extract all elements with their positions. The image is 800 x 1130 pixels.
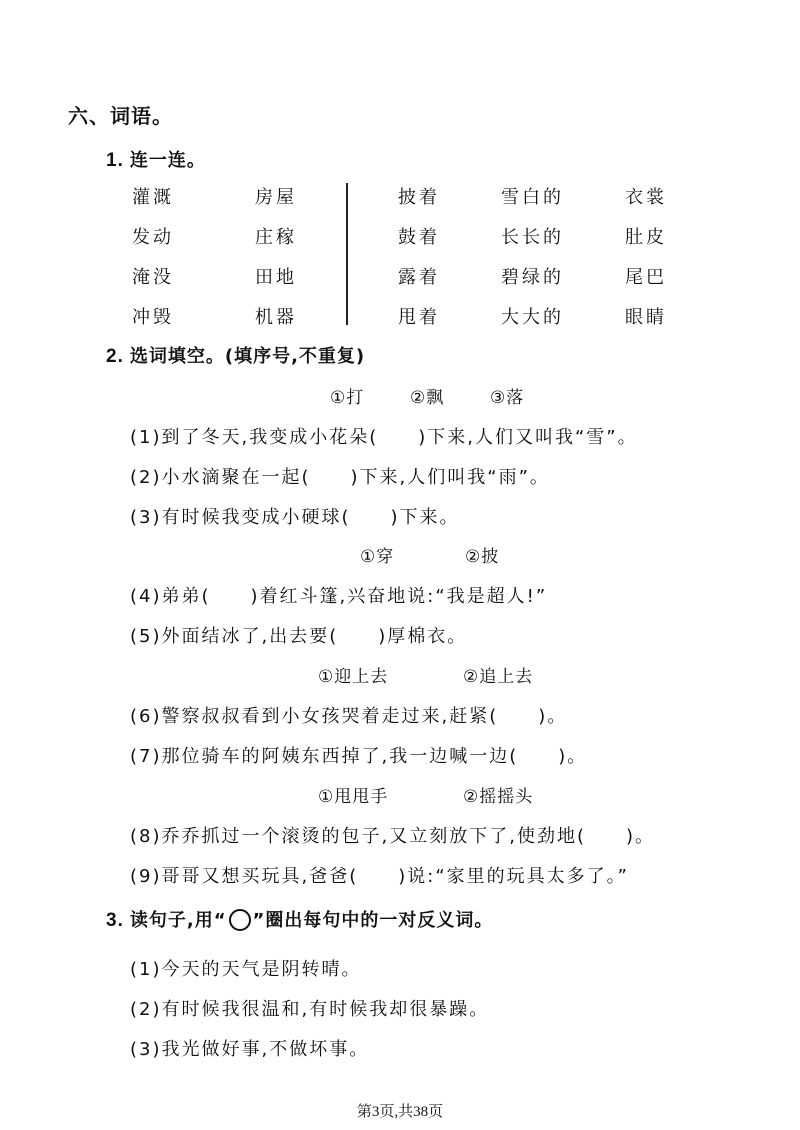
q1-right-col1-row4: 甩着 xyxy=(398,307,440,328)
q3-item-1: (1)今天的天气是阴转晴。 xyxy=(130,959,362,980)
q2-heading xyxy=(106,342,365,368)
q2-item-8: (8)乔乔抓过一个滚烫的包子,又立刻放下了,使劲地( )。 xyxy=(130,826,655,847)
q1-right-col2-row1: 雪白的 xyxy=(501,187,564,208)
q1-right-col1-row3: 露着 xyxy=(398,267,440,288)
q1-left-col2-row2: 庄稼 xyxy=(255,227,297,248)
option: ①甩甩手 xyxy=(318,787,389,807)
q1-divider xyxy=(346,183,348,325)
q1-left-col1-row1: 灌溉 xyxy=(132,187,174,208)
q2-item-3: (3)有时候我变成小硬球( )下来。 xyxy=(130,507,460,528)
q1-right-col2-row4: 大大的 xyxy=(501,307,564,328)
q1-left-col2-row4: 机器 xyxy=(255,307,297,328)
q2-options-group1 xyxy=(330,383,524,408)
q1-left-col2-row1: 房屋 xyxy=(255,187,297,208)
q3-item-2: (2)有时候我很温和,有时候我却很暴躁。 xyxy=(130,999,490,1020)
q2-item-6: (6)警察叔叔看到小女孩哭着走过来,赶紧( )。 xyxy=(130,706,568,727)
q1-title: 连一连。 xyxy=(129,150,206,171)
q1-left-col1-row2: 发动 xyxy=(132,227,174,248)
q3-title-after: ”圈出每句中的一对反义词。 xyxy=(252,910,494,931)
q2-options-group3 xyxy=(318,662,533,687)
q2-title: 选词填空。(填序号,不重复) xyxy=(129,346,366,367)
q1-right-col1-row2: 鼓着 xyxy=(398,227,440,248)
q2-options-group2 xyxy=(360,542,499,567)
q3-item-3: (3)我光做好事,不做坏事。 xyxy=(130,1039,370,1060)
option: ②追上去 xyxy=(463,667,534,687)
option: ③落 xyxy=(490,388,525,408)
circle-icon xyxy=(229,909,251,931)
q2-item-5: (5)外面结冰了,出去要( )厚棉衣。 xyxy=(130,626,468,647)
option: ②摇摇头 xyxy=(463,787,534,807)
q2-number: 2. xyxy=(106,346,124,367)
option: ①迎上去 xyxy=(318,667,389,687)
option: ②披 xyxy=(465,547,500,567)
q1-right-col3-row2: 肚皮 xyxy=(625,227,667,248)
section-title: 六、词语。 xyxy=(68,104,173,128)
q3-number: 3. xyxy=(106,910,124,931)
q3-title-before: 读句子,用“ xyxy=(129,910,227,931)
q2-item-7: (7)那位骑车的阿姨东西掉了,我一边喊一边( )。 xyxy=(130,746,588,767)
q1-number: 1. xyxy=(106,150,124,171)
q1-right-col3-row3: 尾巴 xyxy=(625,267,667,288)
option: ①穿 xyxy=(360,547,395,567)
q2-item-4: (4)弟弟( )着红斗篷,兴奋地说:“我是超人!” xyxy=(130,586,548,607)
q1-left-col1-row3: 淹没 xyxy=(132,267,174,288)
q2-item-9: (9)哥哥又想买玩具,爸爸( )说:“家里的玩具太多了。” xyxy=(130,866,629,887)
q1-right-col2-row2: 长长的 xyxy=(501,227,564,248)
q2-item-2: (2)小水滴聚在一起( )下来,人们叫我“雨”。 xyxy=(130,467,550,488)
q2-options-group4 xyxy=(318,782,533,807)
q1-right-col2-row3: 碧绿的 xyxy=(501,267,564,288)
q1-right-col3-row4: 眼睛 xyxy=(625,307,667,328)
q1-left-col1-row4: 冲毁 xyxy=(132,307,174,328)
option: ②飘 xyxy=(410,388,445,408)
q3-heading xyxy=(106,906,493,932)
q1-heading xyxy=(106,146,206,172)
q1-right-col3-row1: 衣裳 xyxy=(625,187,667,208)
q2-item-1: (1)到了冬天,我变成小花朵( )下来,人们又叫我“雪”。 xyxy=(130,427,638,448)
page-footer: 第3页,共38页 xyxy=(356,1104,444,1120)
q1-left-col2-row3: 田地 xyxy=(255,267,297,288)
option: ①打 xyxy=(330,388,365,408)
q1-right-col1-row1: 披着 xyxy=(398,187,440,208)
